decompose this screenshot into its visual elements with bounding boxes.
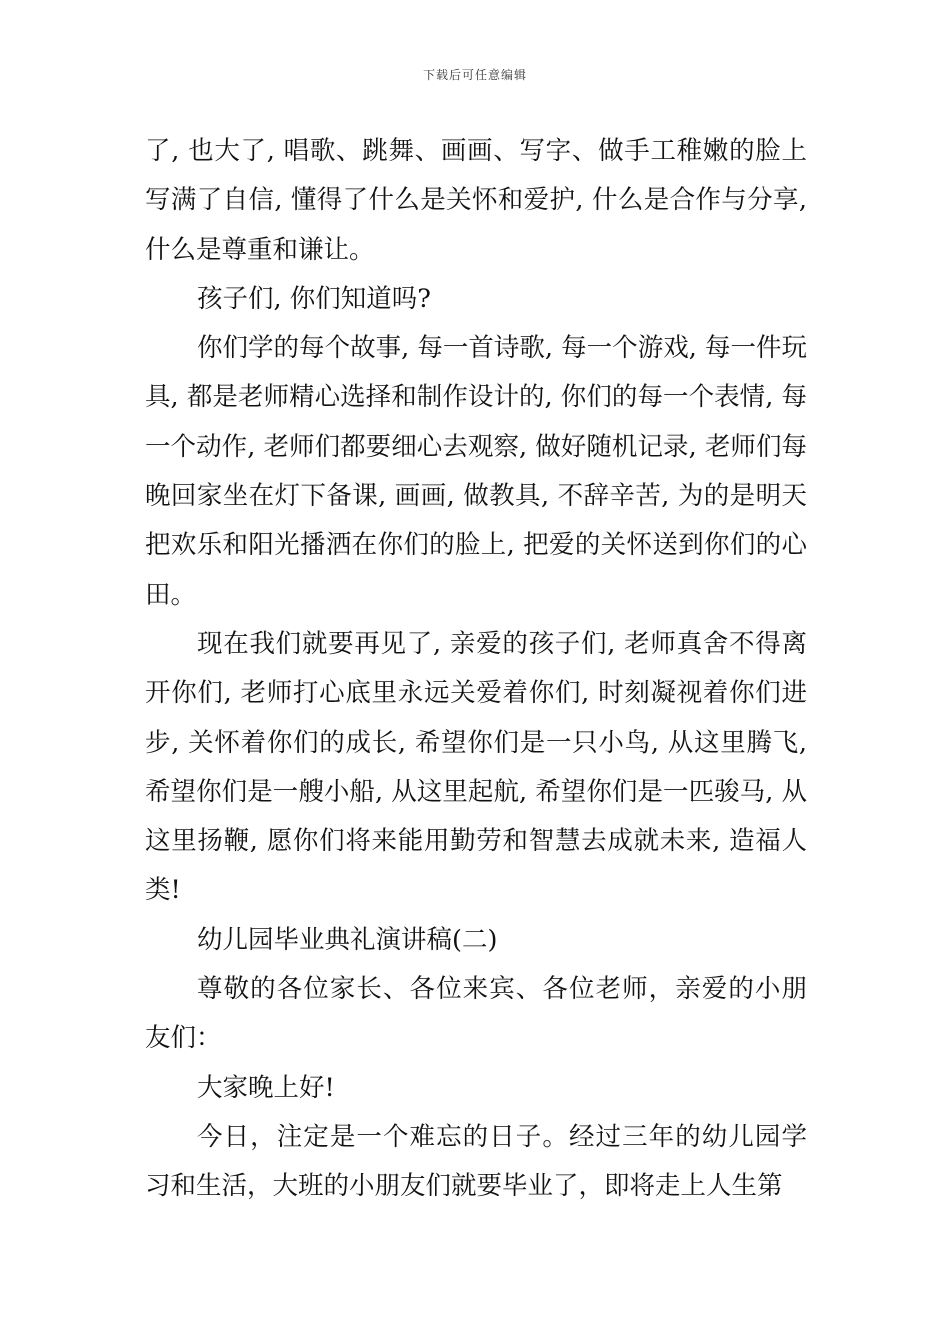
paragraph-4: 现在我们就要再见了, 亲爱的孩子们, 老师真舍不得离开你们, 老师打心底里永远关爱着你们, 时刻凝视着你们进步, 关怀着你们的成长, 希望你们是一只小鸟, 从这里腾飞, 希望你们是一艘小船, 从这里起航, 希望你们是一匹骏马, 从这里扬鞭, 愿你们将来能用勤劳和智慧去成就未来, 造福人类! (145, 628, 807, 906)
greeting-evening: 大家晚上好! (197, 1072, 335, 1103)
paragraph-3: 你们学的每个故事, 每一首诗歌, 每一个游戏, 每一件玩具, 都是老师精心选择和制作设计的, 你们的每一个表情, 每一个动作, 老师们都要细心去观察, 做好随机记录, 老师们每晚回家坐在灯下备课, 画画, 做教具, 不辞辛苦, 为的是明天把欢乐和阳光播洒在你们的脸上, 把爱的关怀送到你们的心田。 (145, 333, 807, 610)
paragraph-1: 了, 也大了, 唱歌、跳舞、画画、写字、做手工稚嫩的脸上写满了自信, 懂得了什么是关怀和爱护, 什么是合作与分享, 什么是尊重和谦让。 (145, 136, 807, 265)
greeting-address: 尊敬的各位家长、各位来宾、各位老师，亲爱的小朋友们： (145, 974, 807, 1054)
section-title: 幼儿园毕业典礼演讲稿(二) (197, 924, 498, 955)
paragraph-2: 孩子们, 你们知道吗? (197, 283, 431, 314)
document-body (145, 127, 807, 1212)
page-header: 下载后可任意编辑 (422, 68, 527, 82)
paragraph-8: 今日，注定是一个难忘的日子。经过三年的幼儿园学习和生活，大班的小朋友们就要毕业了，即将走上人生第 (145, 1121, 807, 1202)
